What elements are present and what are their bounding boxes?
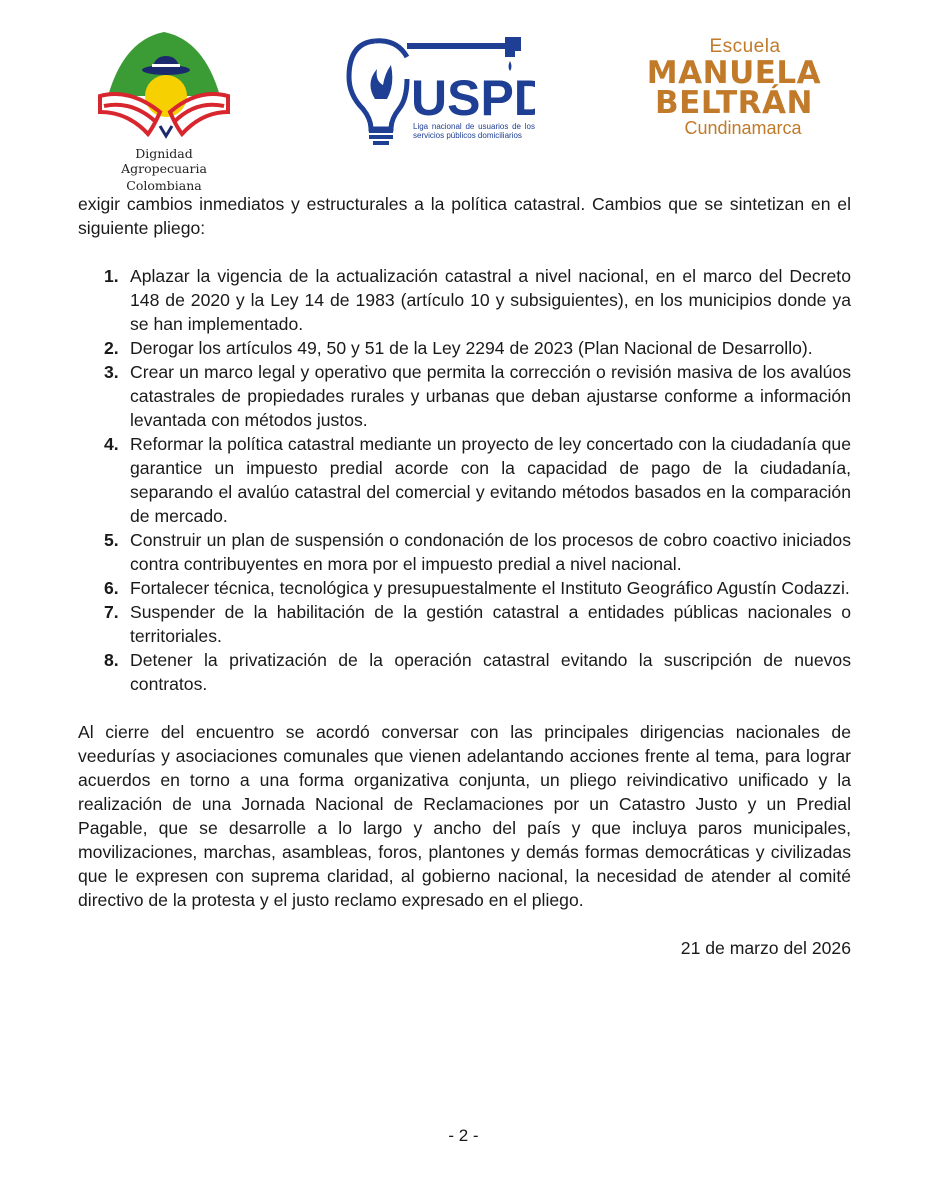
list-item xyxy=(78,432,851,528)
item-text: Detener la privatización de la operación catastral evitando la suscripción de nuevos contratos. xyxy=(130,650,851,694)
item-text: Derogar los artículos 49, 50 y 51 de la Ley 2294 de 2023 (Plan Nacional de Desarrollo). xyxy=(130,338,813,358)
uspd-subtitle: Liga nacional de usuarios de los servicios públicos domiciliarios xyxy=(413,122,535,140)
emb-beltran-text: BELTRÁN xyxy=(655,85,813,121)
item-number: 8. xyxy=(104,650,119,670)
item-text: Construir un plan de suspensión o condonación de los procesos de cobro coactivo iniciados contra contribuyentes en mora por el impuesto predial a nivel nacional. xyxy=(130,530,851,574)
item-number: 1. xyxy=(104,266,119,286)
demands-list xyxy=(78,264,851,696)
item-number: 5. xyxy=(104,530,119,550)
list-item xyxy=(78,648,851,696)
page-number: - 2 - xyxy=(448,1126,479,1145)
item-text: Aplazar la vigencia de la actualización catastral a nivel nacional, en el marco del Decreto 148 de 2020 y la Ley 14 de 1983 (artículo 10 y subsiguientes), en los municipios donde ya se han implementado. xyxy=(130,266,851,334)
uspd-acronym: USPD xyxy=(411,70,535,126)
item-number: 6. xyxy=(104,578,119,598)
list-item xyxy=(78,576,851,600)
document-date: 21 de marzo del 2026 xyxy=(680,938,851,958)
dac-name-line2: Colombiana xyxy=(126,178,202,193)
item-text: Reformar la política catastral mediante un proyecto de ley concertado con la ciudadanía que garantice un impuesto predial acorde con la capacidad de pago de la ciudadanía, separando el avalúo catastral del comercial y evitando métodos basados en la comparación de mercado. xyxy=(130,434,851,526)
item-text: Suspender de la habilitación de la gestión catastral a entidades públicas nacionales o territoriales. xyxy=(130,602,851,646)
closing-paragraph: Al cierre del encuentro se acordó conversar con las principales dirigencias nacionales de veedurías y asociaciones comunales que vienen adelantando acciones frente al tema, para lograr acuerdos en torno a una forma organizativa conjunta, un pliego reivindicativo unificado y la realización de una Jornada Nacional de Reclamaciones por un Catastro Justo y un Predial Pagable, que se desarrolle a lo largo y ancho del país y que incluya paros municipales, movilizaciones, marchas, asambleas, foros, plantones y demás formas democráticas y civilizadas que le expresen con suprema claridad, al gobierno nacional, la necesidad de atender al comité directivo de la protesta y el justo reclamo expresado en el pliego. xyxy=(78,722,851,910)
dac-name-line1: Dignidad Agropecuaria xyxy=(121,146,207,176)
item-number: 4. xyxy=(104,434,119,454)
item-number: 7. xyxy=(104,602,119,622)
emb-manuela-text: MANUELA xyxy=(646,55,822,91)
item-number: 3. xyxy=(104,362,119,382)
list-item xyxy=(78,600,851,648)
list-item xyxy=(78,360,851,432)
item-number: 2. xyxy=(104,338,119,358)
item-text: Fortalecer técnica, tecnológica y presupuestalmente el Instituto Geográfico Agustín Codazzi. xyxy=(130,578,850,598)
uspd-logo xyxy=(345,33,535,148)
item-text: Crear un marco legal y operativo que permita la corrección o revisión masiva de los avalúos catastrales de propiedades rurales y urbanas que deban ajustarse conforme a información levantada con métodos justos. xyxy=(130,362,851,430)
dignidad-agropecuaria-logo xyxy=(94,26,234,193)
dac-emblem-icon xyxy=(94,26,234,144)
intro-paragraph: exigir cambios inmediatos y estructurales a la política catastral. Cambios que se sintetizan en el siguiente pliego: xyxy=(78,194,851,238)
list-item xyxy=(78,336,851,360)
document-body xyxy=(78,192,851,960)
emb-escuela-text: Escuela xyxy=(709,36,781,57)
emb-cundinamarca-text: Cundinamarca xyxy=(684,118,802,138)
escuela-manuela-beltran-logo xyxy=(636,36,832,146)
list-item xyxy=(78,528,851,576)
list-item xyxy=(78,264,851,336)
